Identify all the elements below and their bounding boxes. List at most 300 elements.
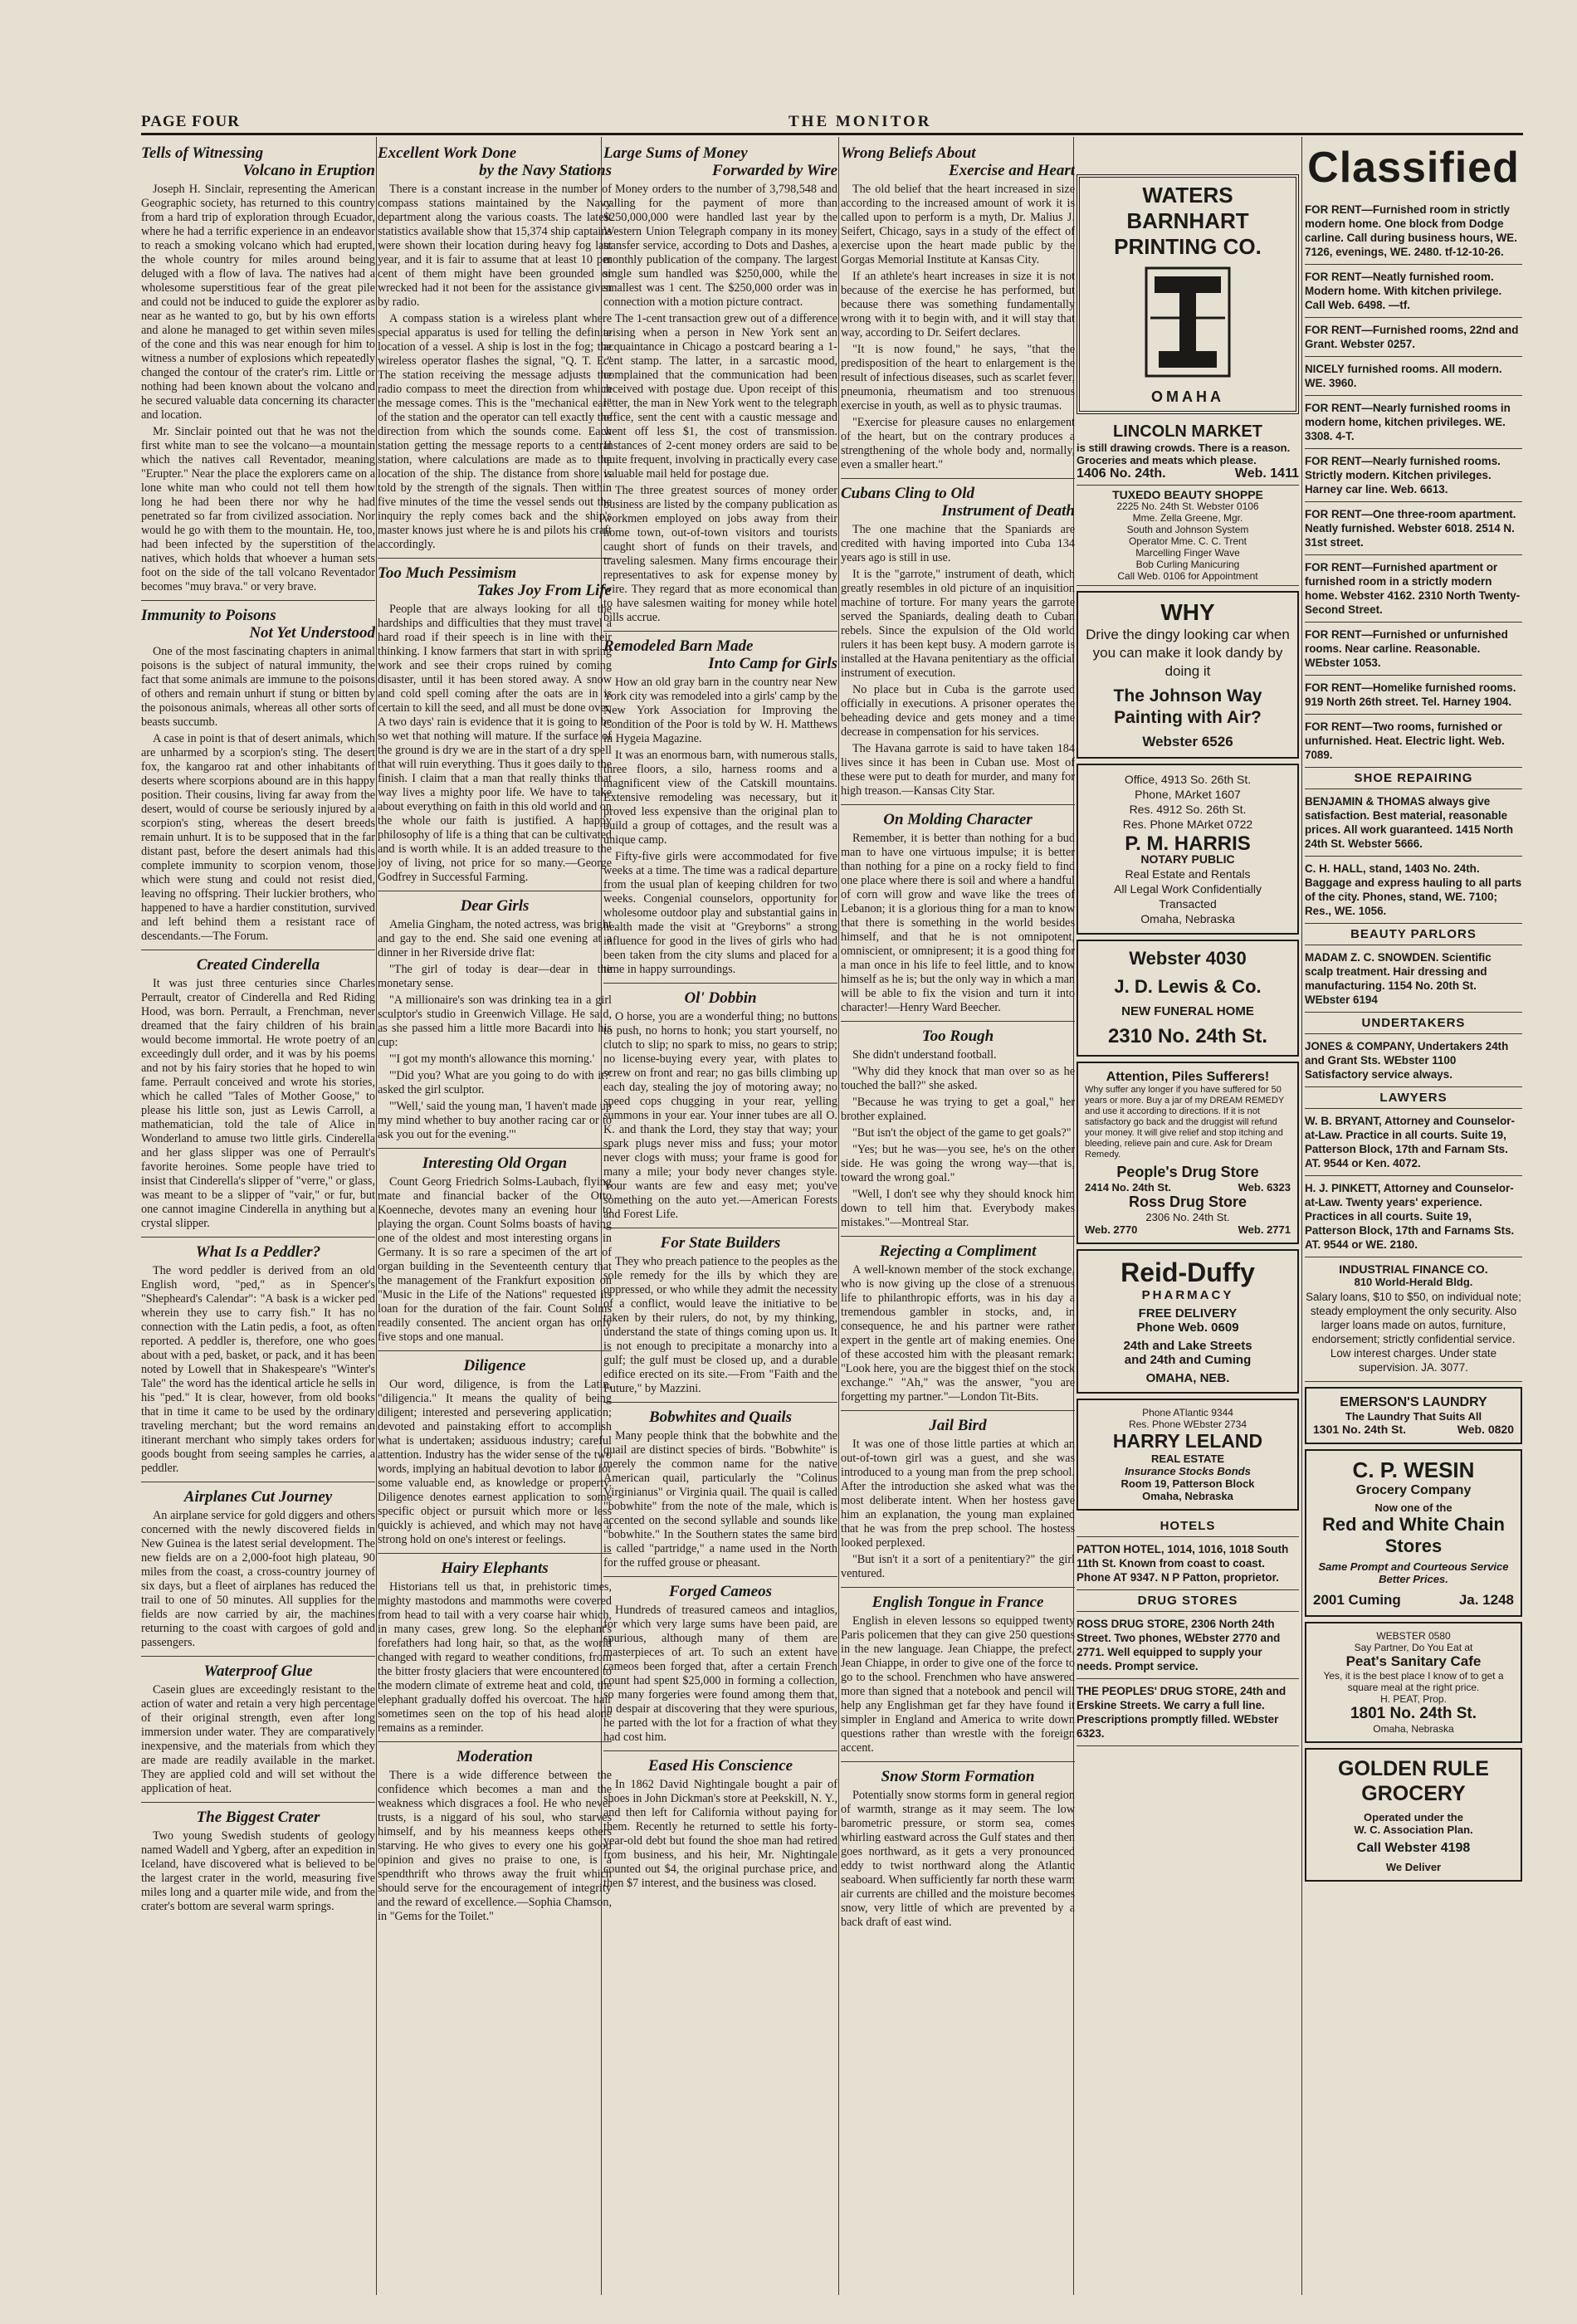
news-column-3 [603,141,837,2307]
article-paragraph: Money orders to the number of 3,798,548 and calling for the payment of more than $250,000,000 were handled last year by the Western Union Telegraph company in its money transfer service, according to Dots and Dashes, a monthly publication of the company. The largest single sum handled was $250,000, while the smallest was 1 cent. The $250,000 order was in connection with a motion picture contract. [603,183,837,309]
ad-line: W. C. Association Plan. [1354,1824,1473,1836]
classified-item: C. H. HALL, stand, 1403 No. 24th. Baggage and express hauling to all parts of the city. Phones, stand, WE. 7100; Res., WE. 1056. [1305,857,1522,924]
classified-item: FOR RENT—Nearly furnished rooms in modern home, kitchen privileges. WE. 3308. 4-T. [1305,396,1522,449]
article-headline [603,1234,837,1252]
article-paragraph: In 1862 David Nightingale bought a pair of shoes in John Dickman's store at Peekskill, N. Y., and then left for California without paying for them. Recently he returned to settle his forty-year-old debt but found the shoe man had retired from business, and his heir, Mr. Nightingale counted out $4, the original purchase price, and then $7 interest, and the business was closed. [603,1778,837,1890]
ad-line: NEW FUNERAL HOME [1121,1004,1254,1018]
article-divider [141,1237,375,1238]
article [378,1148,612,1345]
article-divider [378,1553,612,1554]
article-paragraph: "'Did you? What are you going to do with it?' asked the girl sculptor. [378,1069,612,1096]
news-column-1 [141,141,375,2307]
ad-line: Omaha, Nebraska [1140,912,1235,925]
ad-address: 810 World-Herald Bldg. [1354,1276,1473,1288]
article-headline [378,144,612,179]
article [841,478,1075,798]
ad-line: Room 19, Patterson Block [1120,1477,1255,1490]
classified-item: MADAM Z. C. SNOWDEN. Scientific scalp treatment. Hair dressing and manufacturing. 1154 No. 20th St. WEbster 6194 [1305,945,1522,1013]
ad-line: Say Partner, Do You Eat at [1354,1642,1473,1653]
headline-line: Exercise and Heart [949,162,1075,179]
article-divider [378,1350,612,1351]
article-headline [603,144,837,179]
headline-line: Immunity to Poisons [141,607,276,624]
ad-title: Peat's Sanitary Cafe [1345,1653,1482,1669]
ad-phone: Web. 0820 [1457,1423,1514,1436]
ad-phone: Ja. 1248 [1458,1592,1514,1608]
ad-text: Salary loans, $10 to $50, on individual note; steady employment the only security. Also larger loans made on autos, furniture, endorsement; strictly confidential service. Low interest charges. Under state supervision. JA. 3077. [1306,1291,1521,1374]
column-divider [838,137,839,2295]
ad-line: Marcelling Finger Wave [1135,547,1240,559]
ad-text: Drive the dingy looking car when you can make it look dandy by doing it [1086,627,1290,679]
ad-line: The Laundry That Suits All [1345,1410,1482,1423]
article-headline [603,637,837,672]
lewis-ad [1077,940,1299,1057]
ad-line: All Legal Work Confidentially Transacted [1114,882,1262,911]
classified-item: BENJAMIN & THOMAS always give satisfaction. Best material, reasonable prices. All work guaranteed. 1415 North 24th St. Webster 5666. [1305,789,1522,857]
article-headline [141,1488,375,1506]
article-divider [603,1402,837,1403]
article-paragraph: O horse, you are a wonderful thing; no buttons to push, no horns to honk; you start yourself, no clutch to slip; no spark to miss, no gears to strip; no license-buying every year, with plates to screw on front and rear; no gas bills climbing up each day, stealing the joy of motoring away; no speed cops chugging in your rear, yelling summons in your ear. Your inner tubes are all O. K. and thank the Lord, they stay that way; your spark plugs never miss and fuss; your motor never clogs with muss; your frame is good for many a mile; your body never changes style. Your wants are few and easy met; you've something on the auto yet.—American Forests and Forest Life. [603,1010,837,1221]
ad-line: People's Drug Store [1116,1164,1259,1180]
classified-item: H. J. PINKETT, Attorney and Counselor-at-Law. Twenty years' experience. Practices in all courts. Suite 19, Patterson Block, 17th and Farnams Sts. AT. 9544 or WE. 2180. [1305,1176,1522,1257]
classified-item: FOR RENT—Neatly furnished room. Modern home. With kitchen privilege. Call Web. 6498. —tf. [1305,265,1522,318]
ad-text: is still drawing crowds. There is a reason. Groceries and meats which please. [1077,442,1291,466]
article-headline [841,144,1075,179]
ad-line: Mme. Zella Greene, Mgr. [1132,512,1243,524]
article [141,1482,375,1650]
ad-text: Why suffer any longer if you have suffered for 50 years or more. Buy a jar of my DREAM REMEDY and use it according to directions. If it is not satisfactory go back and the druggist will refund your money. It will give relief and stop itching and bleeding, relieve pain and cure. Ask for Dream Remedy. [1085,1085,1285,1160]
ad-line: Real Estate and Rentals [1125,867,1251,881]
article-paragraph: They who preach patience to the peoples as the sole remedy for the ills by which they are oppressed, or who while they admit the necessity of a conflict, would leave the initiative to be taken by their rulers, do not, by my thinking, understand the state of things coming upon us. It is not enough to precipitate a monarchy into a gulf; the gulf must be closed up, and a durable edifice erected on its site.—From "Faith and the Future," by Mazzini. [603,1255,837,1395]
ad-title: INDUSTRIAL FINANCE CO. [1339,1262,1488,1276]
article-divider [841,1236,1075,1237]
ad-line: Res. 4912 So. 26th St. [1129,803,1247,816]
article-headline [603,1409,837,1426]
article-headline [841,1768,1075,1785]
article-paragraph: Two young Swedish students of geology named Wadell and Ygberg, after an expedition in Iceland, have discovered what is believed to be the largest crater in the world, measuring five miles long and a quarter mile wide, and from the crater's bottom are several warm springs. [141,1829,375,1913]
ad-title: LINCOLN MARKET [1113,422,1262,441]
article-paragraph: A compass station is a wireless plant where special apparatus is used for telling the definite location of a vessel. A ship is lost in the fog; the wireless operator flashes the signal, "Q. T. E." The station receiving the message adjusts the radio compass to meet the direction from which the message comes. This is the "mechanical ear" of the station and the operator can tell exactly the direction from which the sounds come. Each station getting the message reports to a central station, where calculations are made as to the location of the ship. The distance from shore is told by the strength of the signals. Then within five minutes of the time the vessel sends out the inquiry the reply comes back and the ship's master knows just where he is and pilots his craft accordingly. [378,312,612,551]
article [141,950,375,1231]
ad-phone: WEBSTER 0580 [1376,1630,1451,1642]
article-headline [603,1583,837,1600]
classified-item: NICELY furnished rooms. All modern. WE. 3960. [1305,357,1522,396]
rent-listings [1305,198,1522,768]
article-paragraph: "But isn't the object of the game to get goals?" [852,1126,1072,1140]
article-paragraph: "Exercise for pleasure causes no enlargement of the heart, but on the contrary produces a strengthening of the whole body and, normally, even a smaller heart." [841,416,1075,471]
headline-line: Eased His Conscience [647,1757,793,1775]
headline-line: Dear Girls [460,897,530,915]
page-number: PAGE FOUR [141,113,240,130]
column-divider [376,137,377,2295]
article [141,144,375,594]
article-headline [841,1594,1075,1611]
article [841,1587,1075,1755]
classified-item: FOR RENT—Nearly furnished rooms. Strictly modern. Kitchen privileges. Harney car line. Web. 6613. [1305,449,1522,502]
article-paragraph: Remember, it is better than nothing for a bud man to have one virtuous impulse; it is better than nothing for a pine on a rocky field to find one place where there is soil and where a handful of corn will grow and wave like the trees of Lebanon; it is a glorious thing for a man to know that there is something in the world besides himself, and that he is not omnipotent, omniscient, or omnipresent; it is a good thing for a man once in his life to feel little, and to know himself as he is; but the only way in which a man will be able to fix the vision and turn it into character!—Henry Ward Beecher. [841,832,1075,1014]
headline-line: by the Navy Stations [479,162,612,179]
ad-title: Attention, Piles Sufferers! [1106,1070,1270,1084]
headline-line: Bobwhites and Quails [648,1409,793,1426]
ad-line: Operated under the [1364,1811,1463,1824]
section-heading: DRUG STORES [1077,1590,1299,1612]
article-divider [378,1741,612,1742]
article-divider [378,558,612,559]
ad-address: 1406 No. 24th. [1077,466,1166,481]
golden-rule-ad [1305,1748,1522,1882]
article-divider [841,804,1075,805]
classified-item: FOR RENT—Furnished apartment or furnished room in a strictly modern home. Webster 4162. 2310 North Twenty-Second Street. [1305,555,1522,622]
ad-line: WATERS [1142,183,1233,208]
ad-line: Insurance Stocks Bonds [1125,1465,1251,1477]
article [603,631,837,977]
ad-line: Operator Mme. C. C. Trent [1128,535,1247,547]
headline-line: Wrong Beliefs About [841,144,976,162]
article [603,1576,837,1745]
lincoln-market-ad [1077,419,1299,486]
ad-line: Red and White Chain Stores [1322,1514,1505,1556]
headline-line: Hairy Elephants [441,1560,549,1577]
headline-line: For State Builders [660,1234,781,1252]
article-paragraph: English in eleven lessons so equipped twenty Paris policemen that they can give 250 questions in the new language. Jean Chiappe, the prefect, Jean Chiappe, in order to give one of the force to go to the school. Frenchmen who have answered more than signed that a notebook and pencil will help any Englishman get far they have found it simpler in England and America to write down questions rather than wrestle with the foreign accent. [841,1614,1075,1755]
classified-column [1305,141,1522,2307]
ad-title: C. P. WESIN [1352,1457,1475,1482]
article-paragraph: An airplane service for gold diggers and others concerned with the newly discovered fields in New Guinea is the latest serial development. The new fields are on a 2,000-foot high plateau, 90 miles from the coast, a cross-country journey of six days, but a fleet of airplanes has reduced the trail to one of 50 minutes. All supplies for the fields are now carried by air, the machines returning to the coast with cargoes of gold and passengers. [141,1509,375,1649]
ads-column [1077,141,1299,2307]
ad-slogan: The Johnson Way Painting with Air? [1113,686,1262,727]
headline-line: Too Rough [921,1028,994,1045]
headline-line: Ol' Dobbin [684,989,757,1007]
ad-phone: Res. Phone WEbster 2734 [1128,1418,1247,1430]
ad-title: J. D. Lewis & Co. [1114,976,1262,997]
ad-line: REAL ESTATE [1150,1452,1225,1465]
article [603,983,837,1222]
article [141,1656,375,1796]
article-paragraph: How an old gray barn in the country near New York city was remodeled into a girls' camp by the New York Association for Improving the Condition of the Poor is told by W. H. Matthews in Hygeia Magazine. [603,676,837,745]
headline-line: Too Much Pessimism [378,564,517,582]
article-paragraph: It was an enormous barn, with numerous stalls, three floors, a silo, harness rooms and a magnificent view of the Catskill mountains. Extensive remodeling was necessary, but it proved less expensive than the original plan to build a group of cottages, and the result was a unique camp. [603,749,837,847]
section-heading: BEAUTY PARLORS [1305,924,1522,945]
article-headline [603,1757,837,1775]
article-divider [378,1148,612,1149]
article-paragraph: One of the most fascinating chapters in animal poisons is the subject of natural immunity, the fact that some animals are immune to the poisons of others and remain unhurt if stung or bitten by the poisonous animals, whereas all other sorts of beasts succumb. [141,645,375,729]
masthead-rule [141,133,1523,135]
headline-line: Created Cinderella [196,956,320,974]
article-divider [603,1750,837,1751]
ad-title: P. M. HARRIS [1125,832,1251,855]
ad-phone: Call Webster 4198 [1356,1841,1471,1855]
article [841,804,1075,1015]
article-divider [141,1656,375,1657]
article-paragraph: "It is now found," he says, "that the predisposition of the heart to enlargement is the result of infectious diseases, such as scarlet fever, pneumonia, rheumatism and too strenuous exercise in youth, as well as to physic traumas. [841,343,1075,413]
article-divider [841,1587,1075,1588]
article-headline [841,811,1075,828]
laundry-ad [1305,1387,1522,1444]
article-headline [141,1243,375,1261]
headline-line: Interesting Old Organ [422,1155,568,1172]
headline-line: Diligence [463,1357,526,1374]
headline-line: Large Sums of Money [603,144,748,162]
article [841,1236,1075,1404]
printing-press-icon [1138,260,1238,384]
article-paragraph: She didn't understand football. [852,1048,997,1062]
article-paragraph: Hundreds of treasured cameos and intaglios, for which very large sums have been paid, are spurious, although many of them are masterpieces of art. To such an extent have cameos been forged that, after a certain French count had spent $25,000 in forming a collection, so many forgeries were found among them that, in despair at discovering that they were spurious, he parted with the lot for a fraction of what they had cost him. [603,1604,837,1744]
article-headline [841,485,1075,520]
headline-line: Excellent Work Done [378,144,517,162]
classified-item: ROSS DRUG STORE, 2306 North 24th Street. Two phones, WEbster 2770 and 2771. Well equipped to supply your needs. Prompt service. [1077,1612,1299,1679]
classified-heading: Classified [1307,144,1520,192]
ad-line: Omaha, Nebraska [1142,1490,1233,1502]
ad-line: 2225 No. 24th St. Webster 0106 [1116,500,1259,512]
why-ad [1077,591,1299,759]
ad-line: We Deliver [1385,1861,1442,1873]
ad-phone: Webster 4030 [1129,948,1247,969]
news-column-4 [841,141,1075,2307]
newspaper-title: THE MONITOR [788,113,932,130]
headline-line: Snow Storm Formation [881,1768,1035,1785]
ad-phone: Web. 2770 [1085,1223,1138,1236]
ad-address: 2414 No. 24th St. [1085,1181,1172,1194]
article-paragraph: A well-known member of the stock exchange, who is now giving up the close of a strenuous life to philanthropic efforts, was in his day a tremendous gambler in stocks, and, in consequence, he and his partner were rather expert in the gentle art of making enemies. One of these accosted him with the pleasant remark: "Look here, you are the biggest thief on the stock exchange." "Ah," was the answer, "you are forgetting my partner."—London Tit-Bits. [841,1263,1075,1404]
ad-line: FREE DELIVERY [1138,1306,1238,1321]
ad-phone: Web. 1411 [1234,466,1299,481]
ad-line: Grocery Company [1355,1483,1472,1497]
ad-line: Office, 4913 So. 26th St. [1124,773,1252,786]
ad-line: OMAHA [1151,388,1224,405]
article-headline [141,144,375,179]
classified-item: PATTON HOTEL, 1014, 1016, 1018 South 11th St. Known from coast to coast. Phone AT 9347. N P Patton, proprietor. [1077,1537,1299,1590]
ad-phone: Phone ATlantic 9344 [1142,1407,1233,1418]
article-paragraph: There is a wide difference between the confidence which becomes a man and the weakness which disgraces a fool. He who never trusts, is a niggard of his soul, who starves himself, and by his meanness keeps others starving. He who gives to every one his good opinion and gives no praise to one, is a spendthrift who throws away the fruit which should serve for the encouragement of integrity and the reward of excellence.—Sophia Chamson, in "Gems for the Toilet." [378,1769,612,1923]
piles-ad [1077,1062,1299,1244]
article [841,1021,1075,1230]
article-paragraph: Potentially snow storms form in general region of warmth, strange as it may seem. The low barometric pressure, or storm sea, comes whirling eastward across the Gulf states and then goes northward, as it gets a very pronounced eddy to twist northward along the Atlantic seaboard. When sufficiently far north these warm air currents are chilled and the moisture becomes snow, very little of which are prevented by a back draft of east wind. [841,1789,1075,1929]
printing-ad [1077,174,1299,414]
ad-line: NOTARY PUBLIC [1140,852,1235,866]
article [141,1237,375,1476]
article-paragraph: People that are always looking for all the hardships and difficulties that they must travel a hard road if their speech is in line with their thinking. I know farmers that start in with spring work and see their crops ruined by coming disaster, until it has been stored away. A snow and cold spell coming after the oats are in is certain to kill the seed, and all must be done over. A two days' rain is evidence that it is going to be so wet that nothing will mature. If the surface of the ground is dry we are in the start of a dry spell that will ruin everything. Thus it goes daily to the finish. I claim that a man that really thinks that way lives a mighty poor life. We have to take about everything on faith in this old world and on the whole our faith is justified. A happy philosophy of life is a thing that can be cultivated and is worth while. It is an added treasure to the joy of living, not price for so many.—George Godfrey in Successful Farming. [378,603,612,884]
article-divider [841,1021,1075,1022]
ad-address: 1801 No. 24th St. [1350,1705,1477,1722]
headline-line: Airplanes Cut Journey [183,1488,333,1506]
article-paragraph: "Because he was trying to get a goal," her brother explained. [841,1096,1075,1123]
classified-item: FOR RENT—Furnished or unfurnished rooms. Near carline. Reasonable. WEbster 1053. [1305,622,1522,676]
article [141,1802,375,1914]
classified-item: W. B. BRYANT, Attorney and Counselor-at-Law. Practice in all courts. Suite 19, Patterson Block, 17th and Farnam Sts. AT. 9544 or Ken. 4072. [1305,1109,1522,1176]
article-headline [378,1155,612,1172]
ad-line: Same Prompt and Courteous Service Better Prices. [1318,1560,1509,1585]
headline-line: English Tongue in France [872,1594,1044,1611]
headline-line: Not Yet Understood [249,624,375,642]
ad-line: Ross Drug Store [1128,1194,1247,1210]
classified-item: FOR RENT—Furnished room in strictly modern home. One block from Dodge carline. Call during business hours, WE. 7126, evenings, WE. 2480. tf-12-10-26. [1305,198,1522,265]
section-heading: UNDERTAKERS [1305,1013,1522,1034]
headline-line: Moderation [456,1748,533,1765]
ad-line: PRINTING CO. [1114,234,1262,259]
classified-item: FOR RENT—One three-room apartment. Neatly furnished. Webster 6018. 2514 N. 31st street. [1305,502,1522,555]
article-paragraph: There is a constant increase in the number of compass stations maintained by the Navy department along the various coasts. The latest statistics available show that 15,374 ship captains were shown their location during heavy fog last year, and it is fair to assume that at least 10 per cent of them might have been grounded or wrecked had it not been for the assistance given by radio. [378,183,612,309]
lawyer-listings [1305,1109,1522,1257]
column-divider [1301,137,1302,2295]
article [841,144,1075,472]
article-paragraph: "'I got my month's allowance this morning.' [389,1052,595,1066]
article-divider [141,600,375,601]
classified-item: FOR RENT—Homelike furnished rooms. 919 North 26th street. Tel. Harney 1904. [1305,676,1522,715]
headline-line: The Biggest Crater [196,1809,320,1826]
article [841,1410,1075,1581]
article-divider [841,478,1075,479]
article-paragraph: It is the "garrote," instrument of death, which greatly resembles in old picture of an inquisition machine of torture. For many years the garrote served the Spaniards, dealing death to Cuban rebels. Since the expulsion of the Old world rulers it has been kept busy. A modern garrote is installed at the Havana penitentiary as the official instrument of execution. [841,568,1075,680]
headline-line: Takes Joy From Life [476,582,612,599]
headline-line: Forwarded by Wire [712,162,837,179]
headline-line: Instrument of Death [941,502,1075,520]
ad-line: BARNHART [1126,208,1249,233]
article-headline [378,564,612,599]
article-headline [841,1243,1075,1260]
headline-line: Into Camp for Girls [708,655,837,672]
wesin-ad [1305,1449,1522,1617]
article-paragraph: The word peddler is derived from an old English word, "ped," as in Spencer's "Shepheard's Calendar": "A bask is a wicker ped wherein they use to carry fish." It has no connection with the Latin pedis, a foot, as often reported. A peddler is, therefore, one who goes about with a ped, basket, or pack, and it has been noted by Lowell that in Shakespeare's "Winter's Tale" the word has the identical article he sells in his "ped." It is clear, however, from old books that in time it came to be used by the ordinary traveling merchant; but the word remains an itinerant merchant who simply takes orders for goods bought from seeing samples he carries, a peddler. [141,1264,375,1475]
masthead [141,113,1523,133]
ad-title: EMERSON'S LAUNDRY [1340,1395,1487,1409]
headline-line: Forged Cameos [668,1583,773,1600]
article-paragraph: "The girl of today is dear—dear in the monetary sense. [378,963,612,990]
article-paragraph: It was just three centuries since Charles Perrault, creator of Cinderella and Red Riding Hood, was born. Perrault, a Frenchman, never dreamed that the fairy children of his brain would become immortal. He wrote poetry of an exceedingly dull order, and it was by his poems and not by his fairy stories that he hoped to win fame. Perrault conceived and wrote his stories, which he called "Tales of Mother Goose," to please his little son, just as Lewis Carroll, a mathematician, told the tale of Alice in Wonderland to amuse two little girls. Cinderella and her glass slipper was one of Perrault's favorite heroines. Some people have tried to insist that Cinderella's slipper of "verre," or glass, was meant to be a slipper of "vair," or fur, but one cannot imagine Cinderella in anything but a crystal slipper. [141,977,375,1230]
article-paragraph: Count Georg Friedrich Solms-Laubach, flying mate and financial backer of the Otto Koenneche, devotes many an evening hour to playing the organ. Count Solms boasts of having one of the oldest and most interesting organs in Germany. It is so rare a specimen of the art of organ building in the Seventeenth century that the management of the Frankfurt exposition on "Music in the Life of the Nations" requested its loan for the duration of the fair. Count Solms readily consented. The ancient organ has only five stops and one manual. [378,1175,612,1344]
ad-line: H. PEAT, Prop. [1380,1693,1447,1705]
article-paragraph: Our word, diligence, is from the Latin, "diligencia." It means the quality of being diligent; interested and persevering application; devoted and painstaking effort to accomplish what is undertaken; assiduous industry; careful attention. Industry has the wider sense of the two words, implying an habitual devotion to labor for some valuable end, as knowledge or property. Diligence denotes earnest application to some specific object or pursuit which more or less quickly is achieved, and which may not have a strong hold on one's interest or feelings. [378,1378,612,1546]
ad-line: and 24th and Cuming [1124,1353,1252,1367]
article [141,600,375,944]
article-paragraph: "Yes; but he was—you see, he's on the other side. He was going the wrong way—that is, toward the wrong goal." [841,1143,1075,1184]
article-paragraph: It was one of those little parties at which an out-of-town girl was a guest, and she was introduced to a young man from the prep school. After the introduction she asked what was the most deliberate intent. When her hostess gave him an explanation, the young man explained that he was from the prep school. The hostess looked perplexed. [841,1438,1075,1550]
reid-duffy-ad [1077,1249,1299,1394]
ad-line: 24th and Lake Streets [1123,1339,1252,1353]
article-paragraph: A case in point is that of desert animals, which are unharmed by a scorpion's sting. The desert fox, the kangaroo rat and other inhabitants of deserts where scorpions abound are in this happy position. Their cousins, living far away from the desert, would of course be seriously injured by a scorpion's sting, whereas the desert breeds remain unhurt. It is to be supposed that in the far distant past, before the desert animals had this complete immunity to scorpion venom, those which were stung and could not resist died, leaving no offspring. Their luckier brothers, who happened to have a hardier constitution, survived and left behind them a resistant race of descendants.—The Forum. [141,732,375,943]
shoe-listings [1305,789,1522,924]
headline-line: What Is a Peddler? [195,1243,321,1261]
article-headline [141,607,375,642]
classified-item: JONES & COMPANY, Undertakers 24th and Grant Sts. WEbster 1100 Satisfactory service always. [1305,1034,1522,1087]
ad-phone: Webster 6526 [1142,734,1233,749]
article-paragraph: "But isn't it a sort of a penitentiary?" the girl ventured. [841,1553,1075,1580]
article-headline [378,1560,612,1577]
ad-phone: Web. 6323 [1238,1181,1291,1194]
article-paragraph: The one machine that the Spaniards are credited with having imported into Cuba 134 years ago is still in use. [841,523,1075,564]
ad-address: 2001 Cuming [1313,1592,1401,1608]
ad-line: Call Web. 0106 for Appointment [1117,570,1258,582]
article-paragraph: Historians tell us that, in prehistoric times, mighty mastodons and mammoths were covered from head to tail with a very coarse hair which, in many cases, grew long. So the elephant's forefathers had long hair, so that, as the world changed with regard to weather conditions, from the bitter frosty glaciers that were encountered to the modern climate of extreme heat and cold, the elephant gradually doffed his overcoat. The hair sometimes seen on the top of his head alone remains as a reminder. [378,1580,612,1735]
article-divider [603,1576,837,1577]
beauty-listings [1305,945,1522,1013]
headline-line: Jail Bird [929,1417,987,1434]
article-paragraph: Casein glues are exceedingly resistant to the action of water and retain a very high percentage of their original strength, even after long immersion under water. They are comparatively inexpensive, and the materials from which they are made are readily available in the market. They are applied cold and will set without the application of heat. [141,1683,375,1795]
headline-line: Cubans Cling to Old [841,485,975,502]
article [841,1761,1075,1930]
article-paragraph: If an athlete's heart increases in size it is not because of the exercise he has performed, but because there was something fundamentally wrong with it to begin with, and it will stay that way, according to Dr. Seifert declares. [841,270,1075,339]
article-paragraph: "'Well,' said the young man, 'I haven't made up my mind whether to buy another racing car or to ask you out for the evening.'" [378,1100,612,1141]
harris-ad [1077,764,1299,935]
article [378,558,612,885]
article-headline [141,1662,375,1680]
article [378,891,612,1142]
classified-item: FOR RENT—Furnished rooms, 22nd and Grant. Webster 0257. [1305,318,1522,357]
article-headline [141,1809,375,1826]
ad-title: TUXEDO BEAUTY SHOPPE [1112,488,1263,501]
news-column-2 [378,141,612,2307]
classified-item: FOR RENT—Two rooms, furnished or unfurnished. Heat. Electric light. Web. 7089. [1305,715,1522,768]
article-divider [141,1802,375,1803]
finance-ad [1305,1257,1522,1382]
article-paragraph: Fifty-five girls were accommodated for five weeks at a time. The time was a radical departure from the usual plan of keeping children for two weeks. Congenial counselors, opportunity for wholesome outdoor play and substantial gains in health made the visit at "Greyborns" a strong influence for good in the lives of girls who had been taken from the city slums and placed for a time in happy surroundings. [603,850,837,976]
article-paragraph: The old belief that the heart increased in size according to the increased amount of work it is called upon to perform is a myth, Dr. Malius J. Seifert, Chicago, says in a study of the effect of exercise upon the heart made public by the Gorgas Memorial Institute at Kansas City. [841,183,1075,266]
ad-line: Phone, MArket 1607 [1135,788,1241,801]
article-paragraph: Amelia Gingham, the noted actress, was bright and gay to the end. She said one evening at a dinner in her Riverside drive flat: [378,918,612,959]
ad-title: WHY [1160,599,1215,625]
article-headline [378,1357,612,1374]
ad-line: Omaha, Nebraska [1373,1723,1454,1735]
ad-line: PHARMACY [1141,1288,1234,1302]
headline-line: Volcano in Eruption [242,162,375,179]
article-divider [603,631,837,632]
article-paragraph: Mr. Sinclair pointed out that he was not the first white man to see the volcano—a mountain which the natives call Reventador, meaning "Erupter." Near the place the explorers came on a lone white man who could not tell them how long he had been there nor why he had penetrated so far from civilized association. Nor would he go with them to the mountain. He, too, had been infected by the superstition of the natives, which holds that whoever a human sets foot on the side of the tall volcano Reventador becomes "muy brava." or very brave. [141,425,375,593]
article-paragraph: "A millionaire's son was drinking tea in a girl sculptor's studio in Greenwich Village. He said, as she passed him a little more Bacardi into his cup: [378,994,612,1049]
article [378,1553,612,1736]
ad-line: Res. Phone MArket 0722 [1122,818,1253,831]
ad-address: 2306 No. 24th St. [1145,1211,1230,1223]
article [603,1228,837,1396]
headline-line: Tells of Witnessing [141,144,264,162]
ad-phone: Phone Web. 0609 [1136,1321,1239,1335]
section-heading: LAWYERS [1305,1087,1522,1109]
article-paragraph: The three greatest sources of money order business are listed by the company publication as workmen employed on jobs away from their home town, out-of-town visitors and tourists caught short of funds on their travels, and traveling salesmen. Many firms encourage their representatives to ask for expense money by wire. They regard that as more economical than to have salesmen waiting for money while hotel bills accrue. [603,484,837,624]
peat-cafe-ad [1305,1622,1522,1743]
article-paragraph: No place but in Cuba is the garrote used officially in executions. A prisoner operates the beheading device and gets money and a time decrease in compensation for his services. [841,683,1075,739]
article-headline [841,1028,1075,1045]
article-paragraph: The Havana garrote is said to have taken 184 lives since it has been in Cuban use. Most of these were put to death for murder, and many for high treason.—Kansas City Star. [841,742,1075,798]
article [603,1402,837,1570]
article [378,1350,612,1547]
ad-address: 1301 No. 24th St. [1313,1423,1407,1436]
article-headline [603,989,837,1007]
article [603,1750,837,1891]
article-headline [141,956,375,974]
headline-line: Remodeled Barn Made [603,637,754,655]
ad-line: Bob Curling Manicuring [1135,559,1240,570]
article-divider [603,983,837,984]
section-heading: HOTELS [1077,1516,1299,1537]
classified-item: THE PEOPLES' DRUG STORE, 24th and Erskine Streets. We carry a full line. Prescriptions promptly filled. WEbster 6323. [1077,1679,1299,1746]
article-headline [841,1417,1075,1434]
ad-title: Reid-Duffy [1120,1257,1255,1287]
article-paragraph: Many people think that the bobwhite and the quail are distinct species of birds. "Bobwhite" is merely the common name for the native American quail, particularly the "Colinus Virginianus" or Virginia quail. The quail is called "bobwhite" from the note of the male, which is accented on the second syllable and sounds like "bobwhite." In the Southern states the same bird is called "partridge," a name used in the North for the ruffed grouse or pheasant. [603,1429,837,1570]
section-heading: SHOE REPAIRING [1305,768,1522,789]
ad-title: GOLDEN RULE GROCERY [1338,1757,1489,1805]
article [603,144,837,625]
undertaker-listings [1305,1034,1522,1087]
article-paragraph: "Why did they knock that man over so as he touched the ball?" she asked. [841,1065,1075,1092]
headline-line: Rejecting a Compliment [879,1243,1037,1260]
article [378,144,612,552]
article-divider [841,1761,1075,1762]
article-divider [841,1410,1075,1411]
article [378,1741,612,1924]
headline-line: Waterproof Glue [203,1662,313,1680]
article-paragraph: Joseph H. Sinclair, representing the American Geographic society, has returned to this country from a hard trip of exploration through Ecuador, where he had a terrific experience in an endeavor to reach a smoking volcano which had erupted, the whole country for miles around being deluged with a flow of lava. The natives had a wholesome superstitious fear of the great pile and could not be induced to guide the explorer as near as he wanted to go, but by his own efforts and alone he managed to get within seven miles of the cone and this was near enough for him to witness a number of explosions which repeatedly changed the contour of the crater's rim. Little or nothing had been known about the volcano and he secured valuable data concerning its character and location. [141,183,375,422]
ad-title: HARRY LELAND [1112,1430,1263,1452]
ad-line: Now one of the [1374,1501,1452,1514]
ad-line: OMAHA, NEB. [1145,1371,1230,1385]
